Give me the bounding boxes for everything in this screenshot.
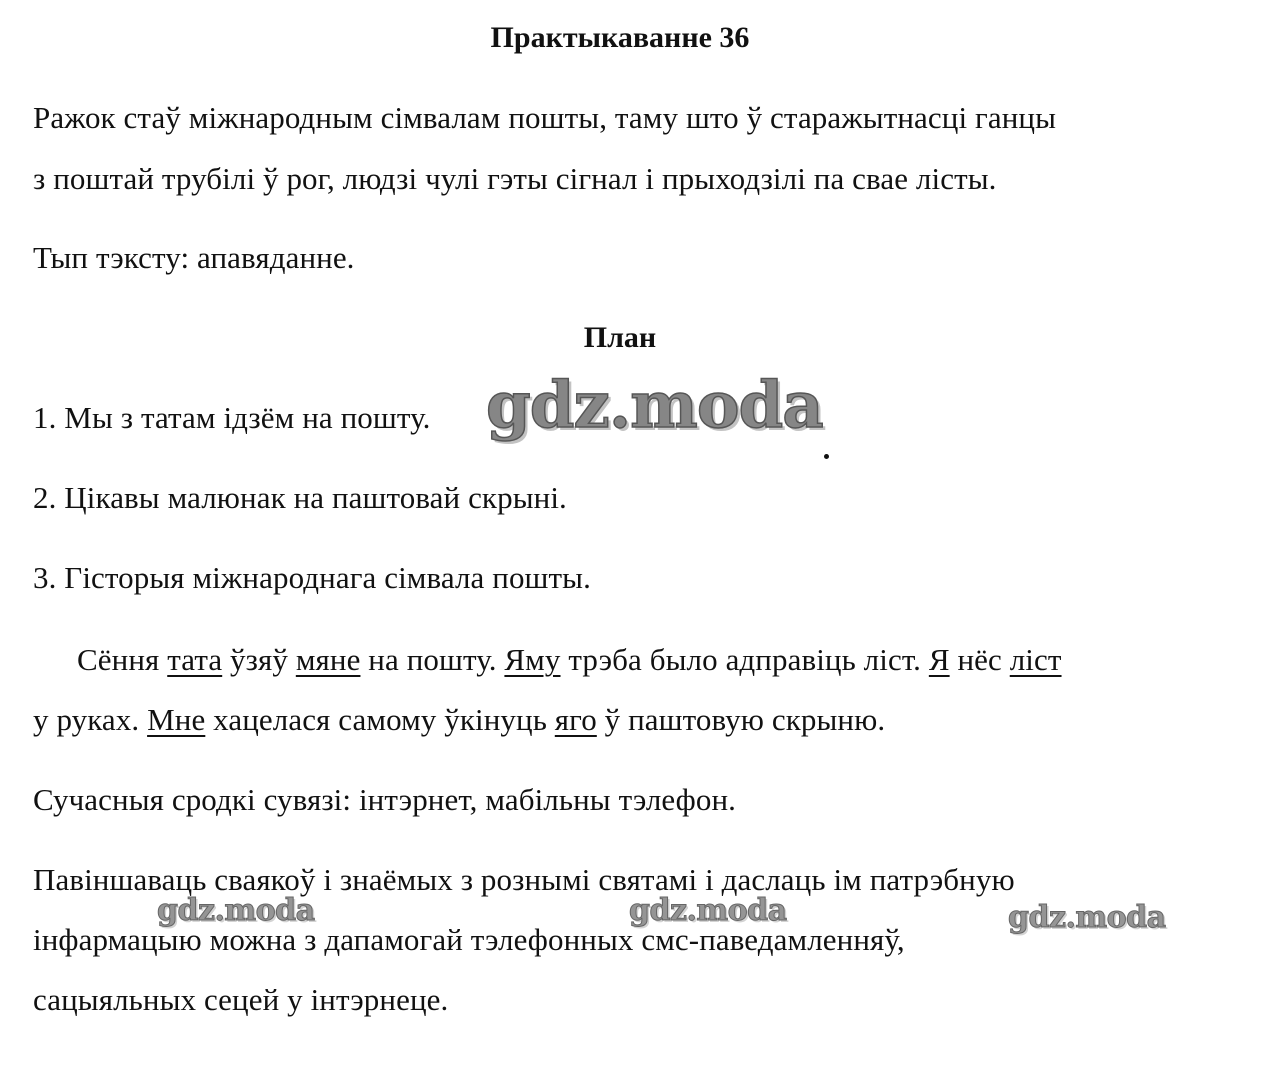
underlined-word: ліст — [1009, 642, 1062, 677]
plan-item: 3. Гісторыя міжнароднага сімвала пошты. — [33, 560, 591, 595]
stray-dot — [824, 454, 829, 459]
page-title: Практыкаванне 36 — [490, 21, 750, 54]
watermark-logo: gdz.moda — [157, 893, 315, 928]
plan-item: 2. Цікавы малюнак на паштовай скрыні. — [33, 480, 567, 515]
underlined-word: мяне — [295, 642, 361, 677]
paragraph-line: Павіншаваць сваякоў і знаёмых з рознымі святамі і даслаць ім патрэбную — [33, 862, 1015, 897]
watermark-logo: gdz.moda — [1008, 900, 1166, 935]
underlined-word: Мне — [147, 702, 206, 737]
paragraph-line: з поштай трубілі ў рог, людзі чулі гэты сігнал і прыходзілі па свае лісты. — [33, 161, 997, 196]
plan-heading: План — [583, 321, 657, 354]
story-text: хацелася самому ўкінуць — [205, 702, 555, 737]
story-text: трэба было адправіць ліст. — [560, 642, 929, 677]
paragraph-line: сацыяльных сецей у інтэрнеце. — [33, 982, 449, 1017]
underlined-word: Я — [928, 642, 950, 677]
story-text: у руках. — [33, 702, 148, 737]
watermark-logo: gdz.moda — [629, 893, 787, 928]
story-text: Сёння — [77, 642, 168, 677]
paragraph-line: інфармацыю можна з дапамогай тэлефонных смс-паведамленняў, — [33, 922, 905, 957]
story-text: ўзяў — [222, 642, 296, 677]
story-text: на пошту. — [360, 642, 505, 677]
paragraph-line: Ражок стаў міжнародным сімвалам пошты, таму што ў старажытнасці ганцы — [33, 100, 1056, 135]
story-line — [33, 702, 885, 738]
underlined-word: Яму — [504, 642, 561, 677]
underlined-word: яго — [554, 702, 597, 737]
watermark-logo: gdz.moda — [486, 368, 823, 443]
story-text: нёс — [949, 642, 1010, 677]
story-text: ў паштовую скрыню. — [596, 702, 886, 737]
underlined-word: тата — [167, 642, 223, 677]
text-type-line: Тып тэксту: апавяданне. — [33, 240, 355, 275]
modern-means-line: Сучасныя сродкі сувязі: інтэрнет, мабільны тэлефон. — [33, 782, 736, 817]
story-line — [77, 642, 1062, 678]
plan-item: 1. Мы з татам ідзём на пошту. — [33, 400, 431, 435]
